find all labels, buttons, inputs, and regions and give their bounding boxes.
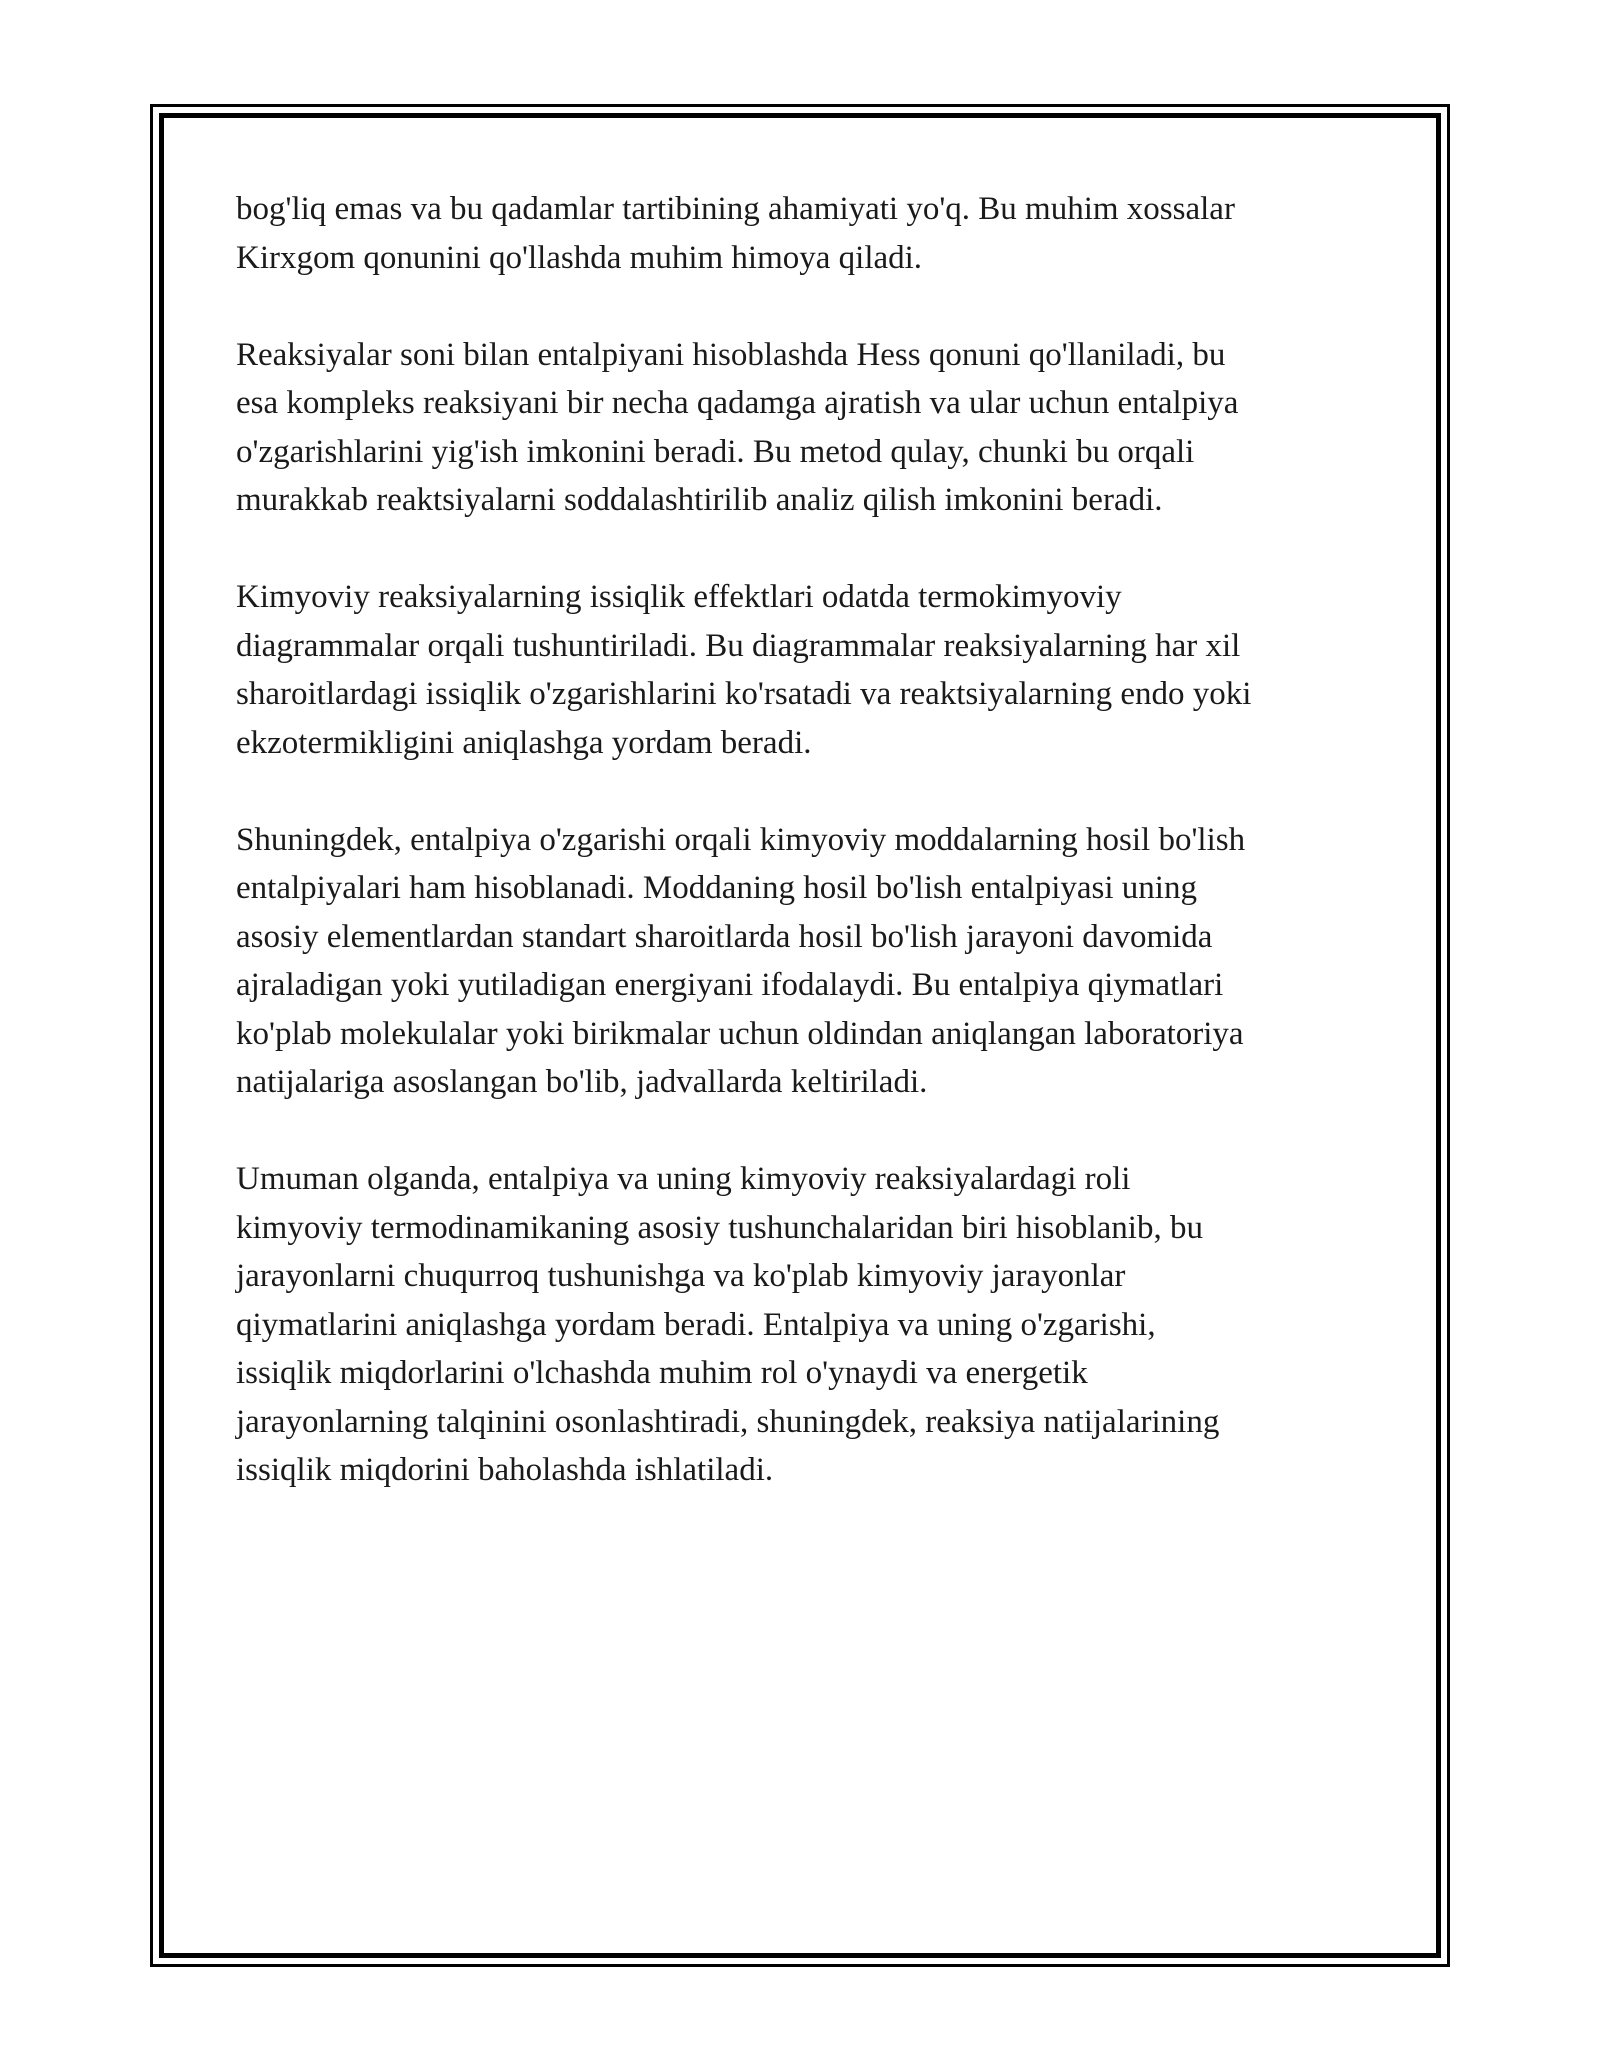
text-line: Kirxgom qonunini qo'llashda muhim himoya qiladi. bbox=[236, 239, 923, 276]
text-line: Umuman olganda, entalpiya va uning kimyoviy reaksiyalardagi roli bbox=[236, 1161, 1131, 1197]
text-line: Kimyoviy reaksiyalarning issiqlik effektlari odatda termokimyoviy bbox=[236, 579, 1122, 615]
text-line: entalpiyalari ham hisoblanadi. Moddaning hosil bo'lish entalpiyasi uning bbox=[236, 870, 1197, 906]
text-line: issiqlik miqdorini baholashda ishlatiladi. bbox=[236, 1452, 774, 1488]
paragraph-5 bbox=[236, 1155, 1376, 1495]
text-line: asosiy elementlardan standart sharoitlarda hosil bo'lish jarayoni davomida bbox=[236, 918, 1213, 955]
document-body bbox=[236, 185, 1376, 1543]
text-line: ekzotermikligini aniqlashga yordam beradi. bbox=[236, 724, 812, 761]
text-line: bog'liq emas va bu qadamlar tartibining ahamiyati yo'q. Bu muhim xossalar bbox=[236, 191, 1235, 227]
paragraph-1 bbox=[236, 185, 1376, 282]
text-line: Reaksiyalar soni bilan entalpiyani hisoblashda Hess qonuni qo'llaniladi, bu bbox=[236, 336, 1226, 373]
text-line: natijalariga asoslangan bo'lib, jadvallarda keltiriladi. bbox=[236, 1064, 928, 1100]
text-line: esa kompleks reaksiyani bir necha qadamga ajratish va ular uchun entalpiya bbox=[236, 385, 1239, 421]
text-line: qiymatlarini aniqlashga yordam beradi. Entalpiya va uning o'zgarishi, bbox=[236, 1306, 1156, 1343]
text-line: murakkab reaktsiyalarni soddalashtirilib analiz qilish imkonini beradi. bbox=[236, 482, 1163, 518]
text-line: kimyoviy termodinamikaning asosiy tushunchalaridan biri hisoblanib, bu bbox=[236, 1209, 1203, 1246]
text-line: o'zgarishlarini yig'ish imkonini beradi. Bu metod qulay, chunki bu orqali bbox=[236, 433, 1195, 470]
text-line: Shuningdek, entalpiya o'zgarishi orqali kimyoviy moddalarning hosil bo'lish bbox=[236, 821, 1246, 858]
text-line: ko'plab molekulalar yoki birikmalar uchun oldindan aniqlangan laboratoriya bbox=[236, 1015, 1244, 1052]
paragraph-4 bbox=[236, 816, 1376, 1107]
text-line: diagrammalar orqali tushuntiriladi. Bu diagrammalar reaksiyalarning har xil bbox=[236, 627, 1241, 664]
paragraph-2 bbox=[236, 331, 1376, 525]
text-line: jarayonlarni chuqurroq tushunishga va ko'plab kimyoviy jarayonlar bbox=[236, 1258, 1126, 1294]
paragraph-3 bbox=[236, 573, 1376, 767]
text-line: ajraladigan yoki yutiladigan energiyani ifodalaydi. Bu entalpiya qiymatlari bbox=[236, 967, 1224, 1003]
text-line: jarayonlarning talqinini osonlashtiradi, shuningdek, reaksiya natijalarining bbox=[236, 1403, 1220, 1440]
text-line: issiqlik miqdorlarini o'lchashda muhim rol o'ynaydi va energetik bbox=[236, 1355, 1088, 1391]
text-line: sharoitlardagi issiqlik o'zgarishlarini ko'rsatadi va reaktsiyalarning endo yoki bbox=[236, 676, 1252, 712]
